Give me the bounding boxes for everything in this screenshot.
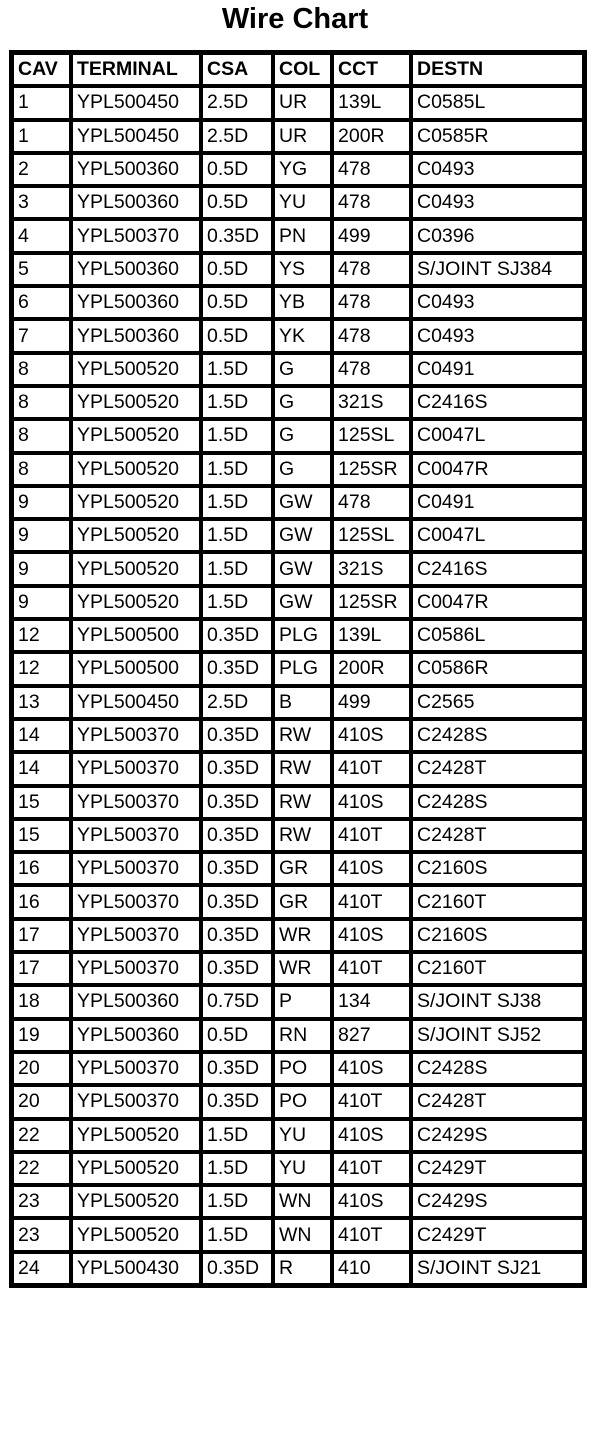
cell-cct: 410S (332, 919, 411, 952)
table-row (12, 519, 584, 552)
cell-terminal: YPL500520 (71, 552, 201, 585)
cell-cct: 410T (332, 885, 411, 918)
cell-cav: 8 (12, 453, 71, 486)
cell-cav: 1 (12, 120, 71, 153)
cell-col: UR (273, 120, 332, 153)
cell-col: RW (273, 719, 332, 752)
cell-cav: 16 (12, 852, 71, 885)
cell-cct: 139L (332, 86, 411, 119)
cell-csa: 0.35D (201, 752, 273, 785)
cell-destn: C0047R (411, 453, 584, 486)
cell-cav: 15 (12, 786, 71, 819)
cell-cct: 321S (332, 386, 411, 419)
cell-destn: C0047L (411, 519, 584, 552)
cell-terminal: YPL500370 (71, 219, 201, 252)
cell-csa: 0.35D (201, 819, 273, 852)
cell-cct: 125SR (332, 453, 411, 486)
cell-destn: C2429S (411, 1119, 584, 1152)
cell-terminal: YPL500520 (71, 1152, 201, 1185)
table-row (12, 1119, 584, 1152)
table-row (12, 786, 584, 819)
cell-cct: 125SL (332, 519, 411, 552)
cell-destn: C2428T (411, 752, 584, 785)
cell-terminal: YPL500520 (71, 519, 201, 552)
cell-destn: C0047L (411, 419, 584, 452)
table-row (12, 319, 584, 352)
cell-terminal: YPL500450 (71, 686, 201, 719)
table-row (12, 153, 584, 186)
table-body (12, 86, 584, 1285)
cell-cct: 410S (332, 786, 411, 819)
cell-cav: 15 (12, 819, 71, 852)
cell-cav: 23 (12, 1185, 71, 1218)
cell-terminal: YPL500360 (71, 985, 201, 1018)
cell-col: PLG (273, 619, 332, 652)
cell-cct: 410T (332, 819, 411, 852)
cell-csa: 0.35D (201, 852, 273, 885)
cell-destn: S/JOINT SJ384 (411, 253, 584, 286)
cell-destn: C0491 (411, 353, 584, 386)
cell-csa: 1.5D (201, 519, 273, 552)
cell-terminal: YPL500500 (71, 619, 201, 652)
cell-terminal: YPL500370 (71, 1085, 201, 1118)
cell-destn: C2160S (411, 852, 584, 885)
header-cav: CAV (12, 53, 71, 86)
cell-col: GR (273, 885, 332, 918)
cell-terminal: YPL500520 (71, 386, 201, 419)
cell-csa: 0.35D (201, 219, 273, 252)
cell-terminal: YPL500370 (71, 852, 201, 885)
cell-col: PO (273, 1085, 332, 1118)
cell-csa: 1.5D (201, 486, 273, 519)
table-row (12, 219, 584, 252)
cell-cav: 9 (12, 486, 71, 519)
cell-cav: 17 (12, 952, 71, 985)
cell-terminal: YPL500430 (71, 1252, 201, 1285)
cell-csa: 1.5D (201, 552, 273, 585)
cell-col: WR (273, 919, 332, 952)
cell-csa: 1.5D (201, 386, 273, 419)
cell-destn: C2428T (411, 819, 584, 852)
table-row (12, 1085, 584, 1118)
cell-cct: 410T (332, 1218, 411, 1251)
cell-col: YK (273, 319, 332, 352)
table-row (12, 852, 584, 885)
cell-cct: 478 (332, 153, 411, 186)
cell-cav: 8 (12, 353, 71, 386)
table-row (12, 885, 584, 918)
cell-terminal: YPL500360 (71, 1019, 201, 1052)
cell-cct: 478 (332, 319, 411, 352)
cell-col: R (273, 1252, 332, 1285)
cell-destn: S/JOINT SJ38 (411, 985, 584, 1018)
table-row (12, 586, 584, 619)
cell-csa: 1.5D (201, 419, 273, 452)
table-row (12, 86, 584, 119)
cell-csa: 0.35D (201, 1052, 273, 1085)
cell-terminal: YPL500360 (71, 186, 201, 219)
cell-csa: 1.5D (201, 453, 273, 486)
cell-destn: C2160S (411, 919, 584, 952)
cell-destn: C2429T (411, 1218, 584, 1251)
cell-destn: S/JOINT SJ21 (411, 1252, 584, 1285)
cell-csa: 0.75D (201, 985, 273, 1018)
cell-cct: 499 (332, 686, 411, 719)
cell-col: PLG (273, 652, 332, 685)
cell-terminal: YPL500450 (71, 86, 201, 119)
table-row (12, 1052, 584, 1085)
cell-cav: 23 (12, 1218, 71, 1251)
cell-col: PN (273, 219, 332, 252)
cell-cct: 410T (332, 752, 411, 785)
cell-cav: 9 (12, 552, 71, 585)
table-row (12, 186, 584, 219)
cell-destn: C0491 (411, 486, 584, 519)
cell-cav: 20 (12, 1052, 71, 1085)
wire-chart-table (9, 50, 587, 1288)
cell-csa: 2.5D (201, 120, 273, 153)
cell-col: G (273, 353, 332, 386)
table-row (12, 819, 584, 852)
cell-destn: C0586L (411, 619, 584, 652)
cell-col: YB (273, 286, 332, 319)
cell-destn: C2429S (411, 1185, 584, 1218)
cell-terminal: YPL500360 (71, 286, 201, 319)
cell-cav: 24 (12, 1252, 71, 1285)
cell-csa: 0.35D (201, 952, 273, 985)
cell-terminal: YPL500520 (71, 486, 201, 519)
table-row (12, 419, 584, 452)
table-row (12, 486, 584, 519)
cell-col: YU (273, 186, 332, 219)
cell-csa: 0.5D (201, 186, 273, 219)
cell-terminal: YPL500370 (71, 819, 201, 852)
cell-cct: 139L (332, 619, 411, 652)
cell-cct: 410S (332, 719, 411, 752)
table-row (12, 719, 584, 752)
cell-csa: 0.5D (201, 286, 273, 319)
header-col: COL (273, 53, 332, 86)
header-row (12, 53, 584, 86)
header-csa: CSA (201, 53, 273, 86)
cell-terminal: YPL500520 (71, 1185, 201, 1218)
cell-cct: 478 (332, 286, 411, 319)
cell-cav: 17 (12, 919, 71, 952)
cell-csa: 1.5D (201, 1152, 273, 1185)
table-row (12, 985, 584, 1018)
cell-cct: 410T (332, 1152, 411, 1185)
cell-csa: 0.5D (201, 253, 273, 286)
cell-terminal: YPL500520 (71, 1218, 201, 1251)
cell-destn: C2428S (411, 719, 584, 752)
table-row (12, 1218, 584, 1251)
cell-destn: C2416S (411, 386, 584, 419)
cell-destn: C2429T (411, 1152, 584, 1185)
cell-cav: 6 (12, 286, 71, 319)
cell-col: GW (273, 486, 332, 519)
cell-cct: 478 (332, 486, 411, 519)
cell-csa: 1.5D (201, 353, 273, 386)
cell-terminal: YPL500500 (71, 652, 201, 685)
cell-cav: 4 (12, 219, 71, 252)
cell-cct: 478 (332, 253, 411, 286)
cell-terminal: YPL500370 (71, 786, 201, 819)
cell-col: G (273, 419, 332, 452)
table-row (12, 353, 584, 386)
table-row (12, 686, 584, 719)
cell-col: YU (273, 1152, 332, 1185)
cell-cav: 3 (12, 186, 71, 219)
cell-cct: 200R (332, 120, 411, 153)
cell-csa: 0.5D (201, 1019, 273, 1052)
cell-csa: 0.35D (201, 786, 273, 819)
cell-cct: 410T (332, 1085, 411, 1118)
cell-terminal: YPL500520 (71, 586, 201, 619)
cell-destn: C2428S (411, 786, 584, 819)
cell-csa: 0.35D (201, 885, 273, 918)
table-row (12, 453, 584, 486)
cell-col: YU (273, 1119, 332, 1152)
cell-csa: 0.5D (201, 153, 273, 186)
cell-cav: 7 (12, 319, 71, 352)
cell-csa: 0.35D (201, 1085, 273, 1118)
cell-destn: C2428S (411, 1052, 584, 1085)
cell-col: PO (273, 1052, 332, 1085)
cell-col: RW (273, 752, 332, 785)
cell-destn: C0585L (411, 86, 584, 119)
cell-destn: C0493 (411, 153, 584, 186)
cell-terminal: YPL500520 (71, 453, 201, 486)
cell-col: G (273, 453, 332, 486)
cell-destn: C0047R (411, 586, 584, 619)
table-row (12, 1152, 584, 1185)
cell-col: RN (273, 1019, 332, 1052)
cell-col: GW (273, 519, 332, 552)
cell-csa: 0.35D (201, 919, 273, 952)
cell-cav: 9 (12, 586, 71, 619)
cell-destn: C2416S (411, 552, 584, 585)
cell-csa: 0.5D (201, 319, 273, 352)
table-row (12, 952, 584, 985)
cell-cct: 478 (332, 186, 411, 219)
cell-cav: 22 (12, 1119, 71, 1152)
cell-col: P (273, 985, 332, 1018)
cell-cav: 9 (12, 519, 71, 552)
cell-terminal: YPL500370 (71, 919, 201, 952)
cell-csa: 1.5D (201, 586, 273, 619)
cell-destn: C0493 (411, 186, 584, 219)
cell-destn: C0493 (411, 319, 584, 352)
cell-terminal: YPL500360 (71, 153, 201, 186)
cell-cav: 12 (12, 619, 71, 652)
table-row (12, 652, 584, 685)
cell-terminal: YPL500520 (71, 1119, 201, 1152)
cell-col: G (273, 386, 332, 419)
cell-col: GW (273, 586, 332, 619)
cell-cav: 2 (12, 153, 71, 186)
table-row (12, 286, 584, 319)
cell-col: GW (273, 552, 332, 585)
cell-csa: 0.35D (201, 719, 273, 752)
cell-col: UR (273, 86, 332, 119)
cell-cct: 478 (332, 353, 411, 386)
cell-csa: 2.5D (201, 686, 273, 719)
cell-col: GR (273, 852, 332, 885)
cell-destn: C0493 (411, 286, 584, 319)
cell-csa: 0.35D (201, 652, 273, 685)
table-row (12, 1252, 584, 1285)
cell-terminal: YPL500370 (71, 1052, 201, 1085)
cell-cav: 14 (12, 752, 71, 785)
cell-cav: 8 (12, 386, 71, 419)
table-row (12, 919, 584, 952)
cell-terminal: YPL500360 (71, 319, 201, 352)
cell-cct: 410S (332, 1119, 411, 1152)
cell-destn: S/JOINT SJ52 (411, 1019, 584, 1052)
cell-col: YS (273, 253, 332, 286)
cell-cav: 22 (12, 1152, 71, 1185)
cell-destn: C0396 (411, 219, 584, 252)
cell-cav: 18 (12, 985, 71, 1018)
cell-destn: C2565 (411, 686, 584, 719)
cell-cct: 410S (332, 1052, 411, 1085)
cell-csa: 2.5D (201, 86, 273, 119)
table-row (12, 1019, 584, 1052)
cell-cct: 410 (332, 1252, 411, 1285)
cell-terminal: YPL500450 (71, 120, 201, 153)
cell-cav: 8 (12, 419, 71, 452)
cell-destn: C2160T (411, 952, 584, 985)
cell-destn: C0586R (411, 652, 584, 685)
cell-terminal: YPL500370 (71, 885, 201, 918)
cell-col: RW (273, 786, 332, 819)
header-terminal: TERMINAL (71, 53, 201, 86)
cell-col: B (273, 686, 332, 719)
cell-terminal: YPL500360 (71, 253, 201, 286)
cell-cav: 14 (12, 719, 71, 752)
cell-terminal: YPL500370 (71, 752, 201, 785)
cell-cct: 410S (332, 852, 411, 885)
cell-cav: 19 (12, 1019, 71, 1052)
cell-csa: 0.35D (201, 619, 273, 652)
cell-destn: C0585R (411, 120, 584, 153)
table-row (12, 552, 584, 585)
cell-col: WN (273, 1218, 332, 1251)
table-row (12, 386, 584, 419)
table-row (12, 752, 584, 785)
cell-col: WN (273, 1185, 332, 1218)
cell-cct: 321S (332, 552, 411, 585)
cell-destn: C2160T (411, 885, 584, 918)
cell-cav: 13 (12, 686, 71, 719)
cell-destn: C2428T (411, 1085, 584, 1118)
cell-cct: 410S (332, 1185, 411, 1218)
table-row (12, 253, 584, 286)
cell-cct: 125SL (332, 419, 411, 452)
cell-cct: 827 (332, 1019, 411, 1052)
cell-terminal: YPL500520 (71, 353, 201, 386)
cell-col: YG (273, 153, 332, 186)
cell-csa: 1.5D (201, 1218, 273, 1251)
cell-col: WR (273, 952, 332, 985)
cell-cct: 499 (332, 219, 411, 252)
cell-cav: 20 (12, 1085, 71, 1118)
cell-cav: 1 (12, 86, 71, 119)
header-cct: CCT (332, 53, 411, 86)
header-destn: DESTN (411, 53, 584, 86)
cell-csa: 1.5D (201, 1185, 273, 1218)
page-title: Wire Chart (221, 3, 369, 35)
cell-cct: 410T (332, 952, 411, 985)
cell-csa: 0.35D (201, 1252, 273, 1285)
table-row (12, 120, 584, 153)
cell-col: RW (273, 819, 332, 852)
cell-cav: 12 (12, 652, 71, 685)
cell-cct: 134 (332, 985, 411, 1018)
cell-cav: 16 (12, 885, 71, 918)
cell-terminal: YPL500520 (71, 419, 201, 452)
cell-cct: 125SR (332, 586, 411, 619)
cell-cct: 200R (332, 652, 411, 685)
table-row (12, 1185, 584, 1218)
cell-csa: 1.5D (201, 1119, 273, 1152)
cell-terminal: YPL500370 (71, 952, 201, 985)
cell-cav: 5 (12, 253, 71, 286)
cell-terminal: YPL500370 (71, 719, 201, 752)
table-row (12, 619, 584, 652)
